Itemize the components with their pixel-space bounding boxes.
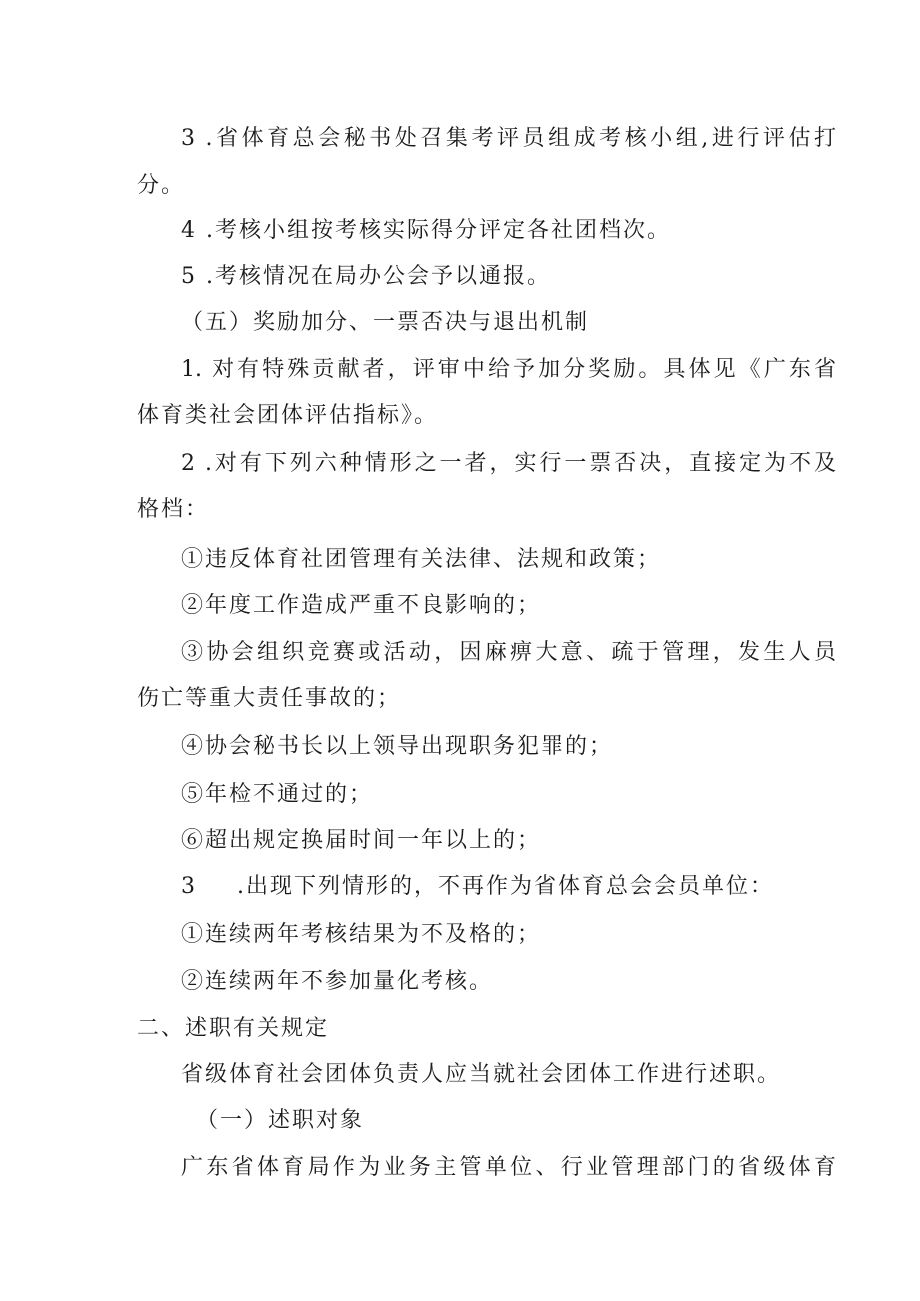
text-line: 广东省体育局作为业务主管单位、行业管理部门的省级体育 — [181, 1155, 836, 1180]
text-line: 分。 — [137, 173, 186, 198]
text-line: ①违反体育社团管理有关法律、法规和政策； — [181, 547, 662, 572]
text-line: 2 .对有下列六种情形之一者，实行一票否决，直接定为不及 — [181, 451, 836, 476]
text-line: 格档： — [137, 497, 210, 522]
text-line: ⑤年检不通过的； — [181, 782, 374, 807]
text-line: 伤亡等重大责任事故的； — [137, 686, 402, 711]
text-line: 4 .考核小组按考核实际得分评定各社团档次。 — [181, 218, 671, 243]
text-line: ③协会组织竞赛或活动，因麻痹大意、疏于管理，发生人员 — [181, 640, 836, 665]
text-line: 1. 对有特殊贡献者，评审中给予加分奖励。具体见《广东省 — [181, 357, 836, 382]
text-line: ①连续两年考核结果为不及格的； — [181, 922, 542, 947]
text-line: 5 .考核情况在局办公会予以通报。 — [181, 264, 551, 289]
text-line: 省级体育社会团体负责人应当就社会团体工作进行述职。 — [181, 1062, 782, 1087]
list-text: .出现下列情形的，不再作为省体育总会会员单位： — [237, 874, 774, 899]
text-line: ⑥超出规定换届时间一年以上的； — [181, 828, 542, 853]
list-number: 3 — [181, 874, 197, 899]
text-line: ④协会秘书长以上领导出现职务犯罪的； — [181, 734, 614, 759]
text-line — [181, 872, 774, 902]
text-line: ②年度工作造成严重不良影响的； — [181, 593, 542, 618]
section-heading: （一）述职对象 — [196, 1108, 365, 1133]
text-line: 3 .省体育总会秘书处召集考评员组成考核小组,进行评估打 — [181, 126, 836, 151]
text-line: ②连续两年不参加量化考核。 — [181, 969, 494, 994]
section-heading: （五）奖励加分、一票否决与退出机制 — [181, 310, 590, 335]
text-line: 体育类社会团体评估指标》。 — [137, 403, 439, 428]
section-heading: 二、述职有关规定 — [137, 1016, 330, 1041]
